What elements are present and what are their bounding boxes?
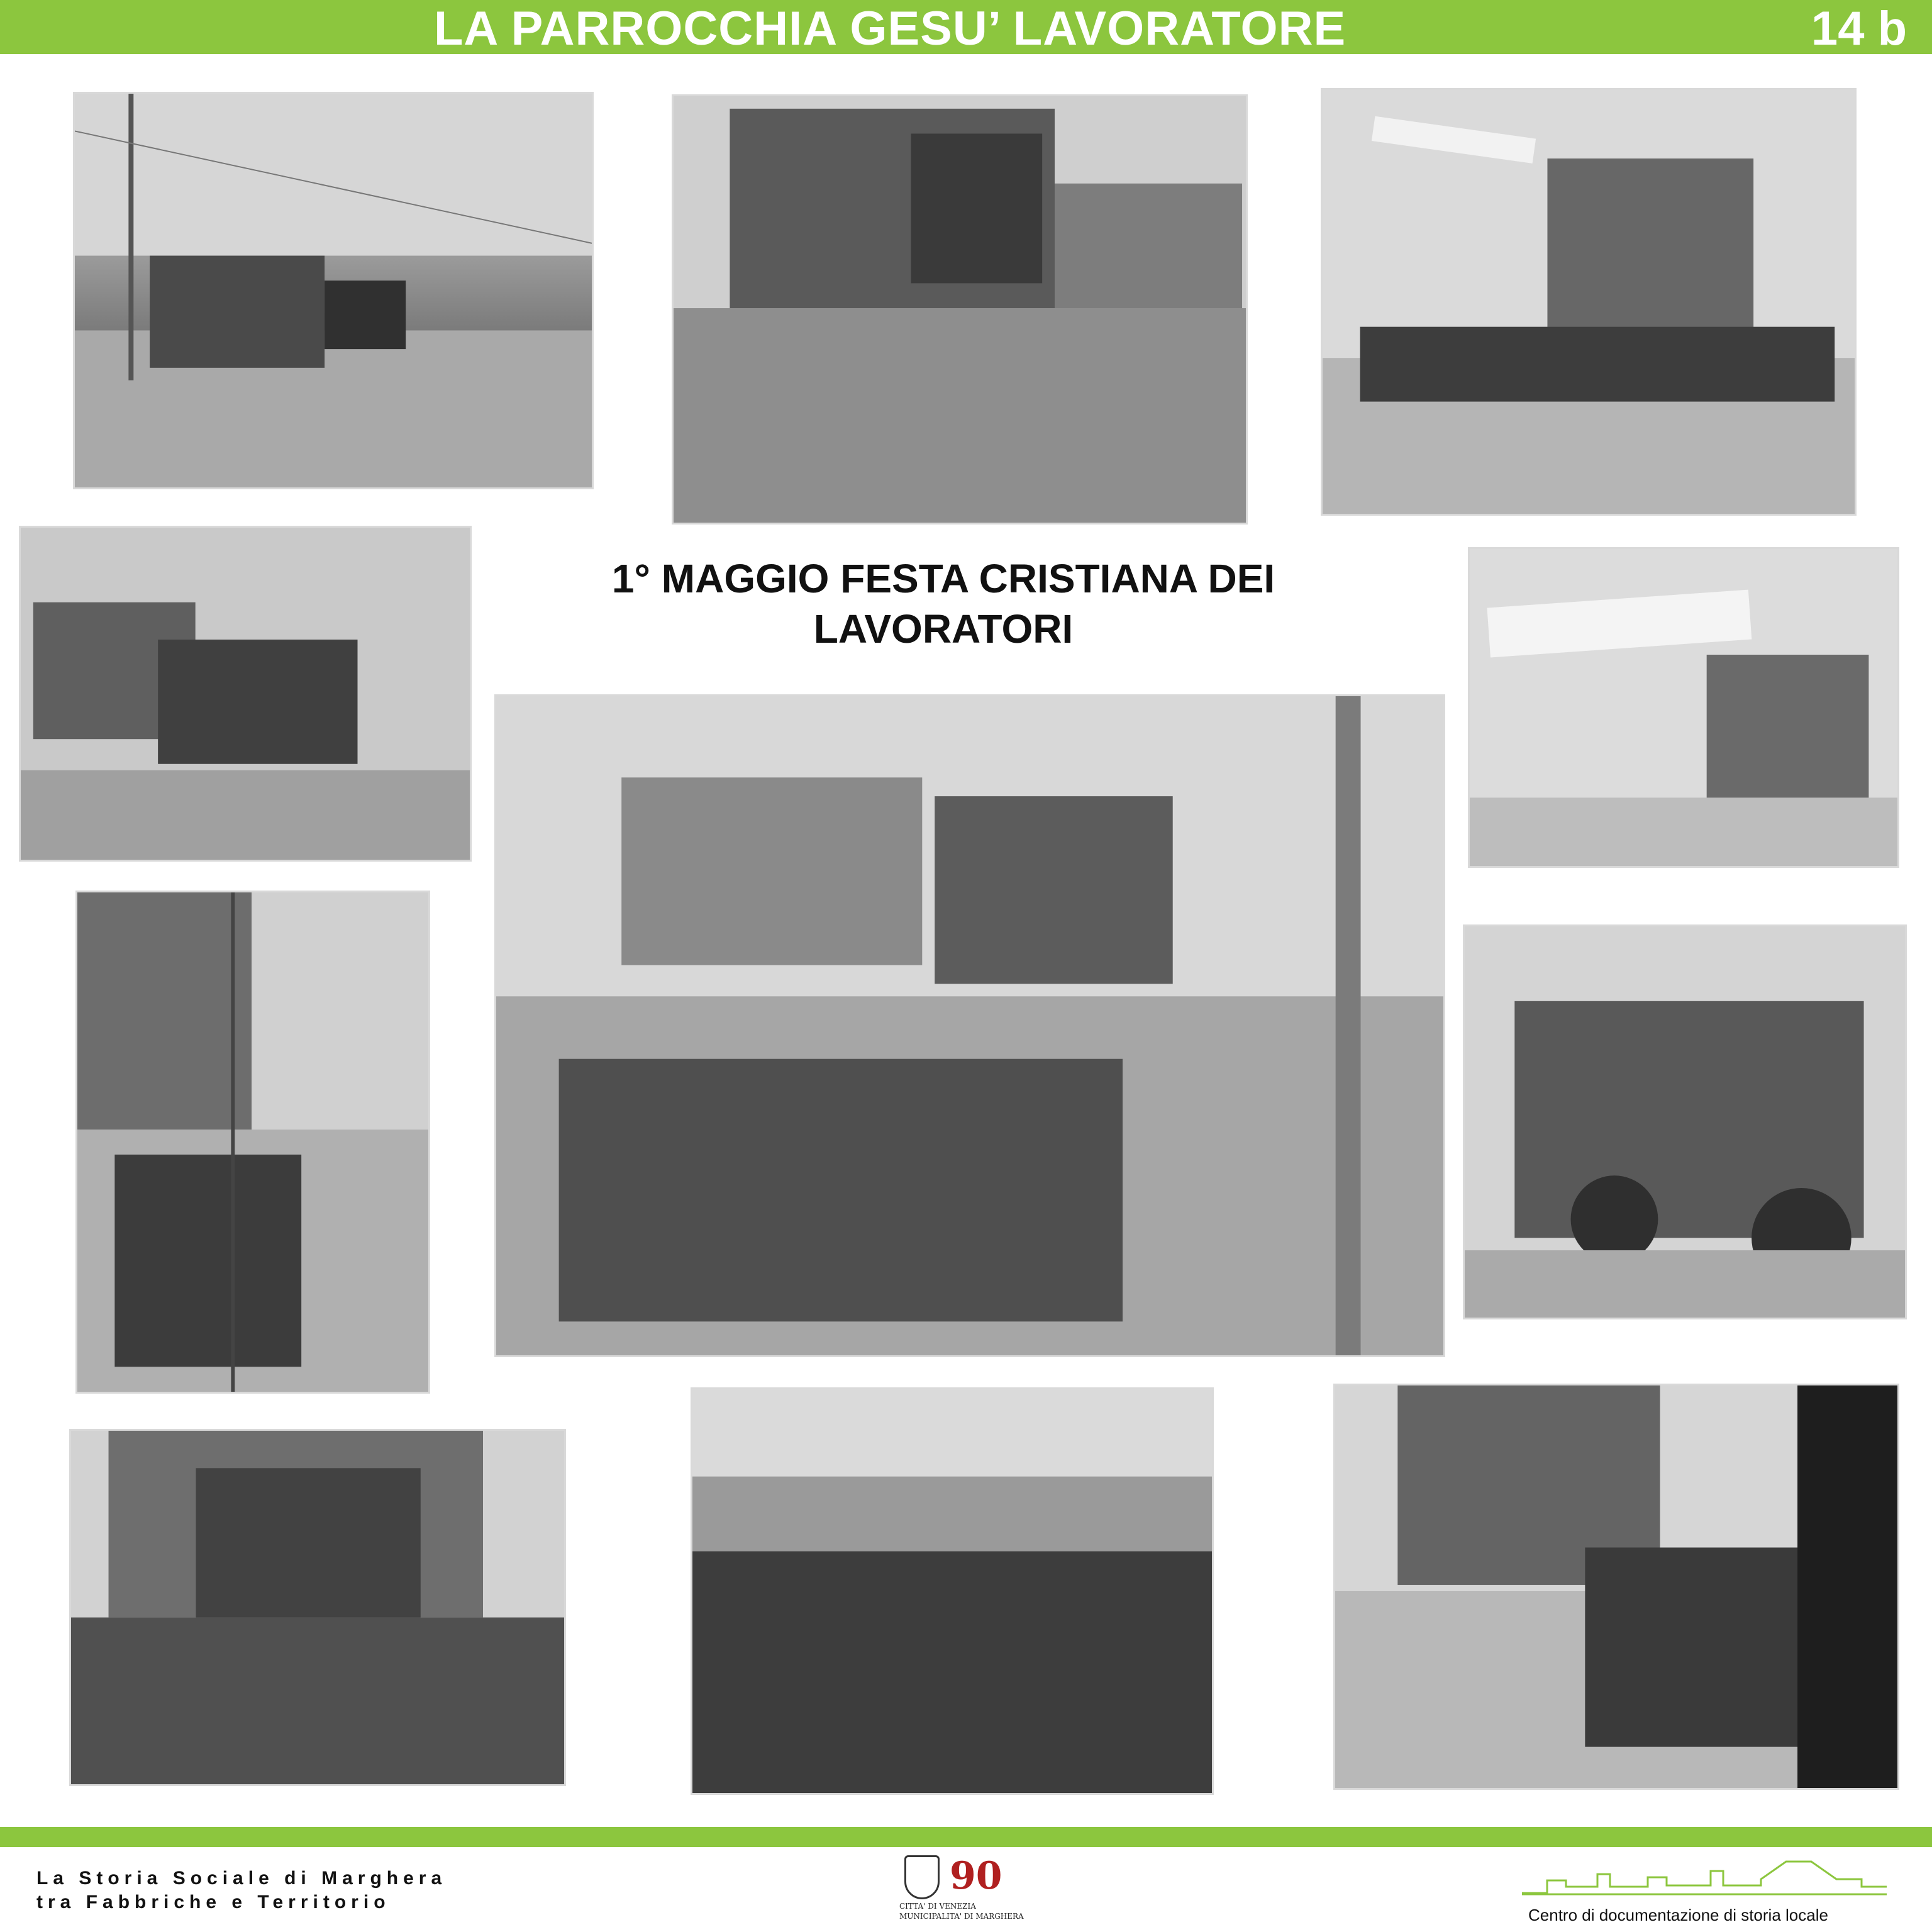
logo-municipality-text: MUNICIPALITA' DI MARGHERA [899,1912,1024,1921]
header-bar [0,0,1932,54]
photo-crowd-square [691,1387,1214,1795]
photo-tractors-line-carabiniere [1333,1384,1899,1790]
page-title: LA PARROCCHIA GESU’ LAVORATORE [434,2,1346,55]
footer-center-name: Centro di documentazione di storia locale [1528,1906,1828,1924]
photo-cyclists-procession [494,694,1445,1357]
footer-series-title [36,1867,447,1914]
photo-church-facade-crowd [69,1429,566,1786]
photo-church-gathering [672,94,1248,525]
anniversary-90-logo: 90 [950,1854,1002,1898]
heading-line-2: LAVORATORI [813,606,1074,652]
city-crest-icon [904,1855,940,1899]
photo-tractors-street [19,526,472,862]
municipality-logo [899,1855,1038,1924]
photo-tractor-drivers [1463,924,1907,1319]
heading-line-1: 1° MAGGIO FESTA CRISTIANA DEI [611,556,1275,601]
logo-city-text: CITTA' DI VENEZIA [899,1902,976,1911]
main-heading [484,553,1402,654]
photo-anniversary-banner [1468,547,1899,868]
page-number: 14 b [1811,2,1907,55]
footer-bar [0,1827,1932,1847]
footer-series-line-1: La Storia Sociale di Marghera [36,1868,447,1889]
photo-flags-motorcycles [75,891,430,1394]
photo-church-banner-scooters [1321,88,1857,516]
photo-truck-parade [73,92,594,489]
footer-series-line-2: tra Fabbriche e Territorio [36,1892,391,1913]
skyline-icon [1522,1849,1887,1899]
skyline-logo [1522,1849,1887,1899]
